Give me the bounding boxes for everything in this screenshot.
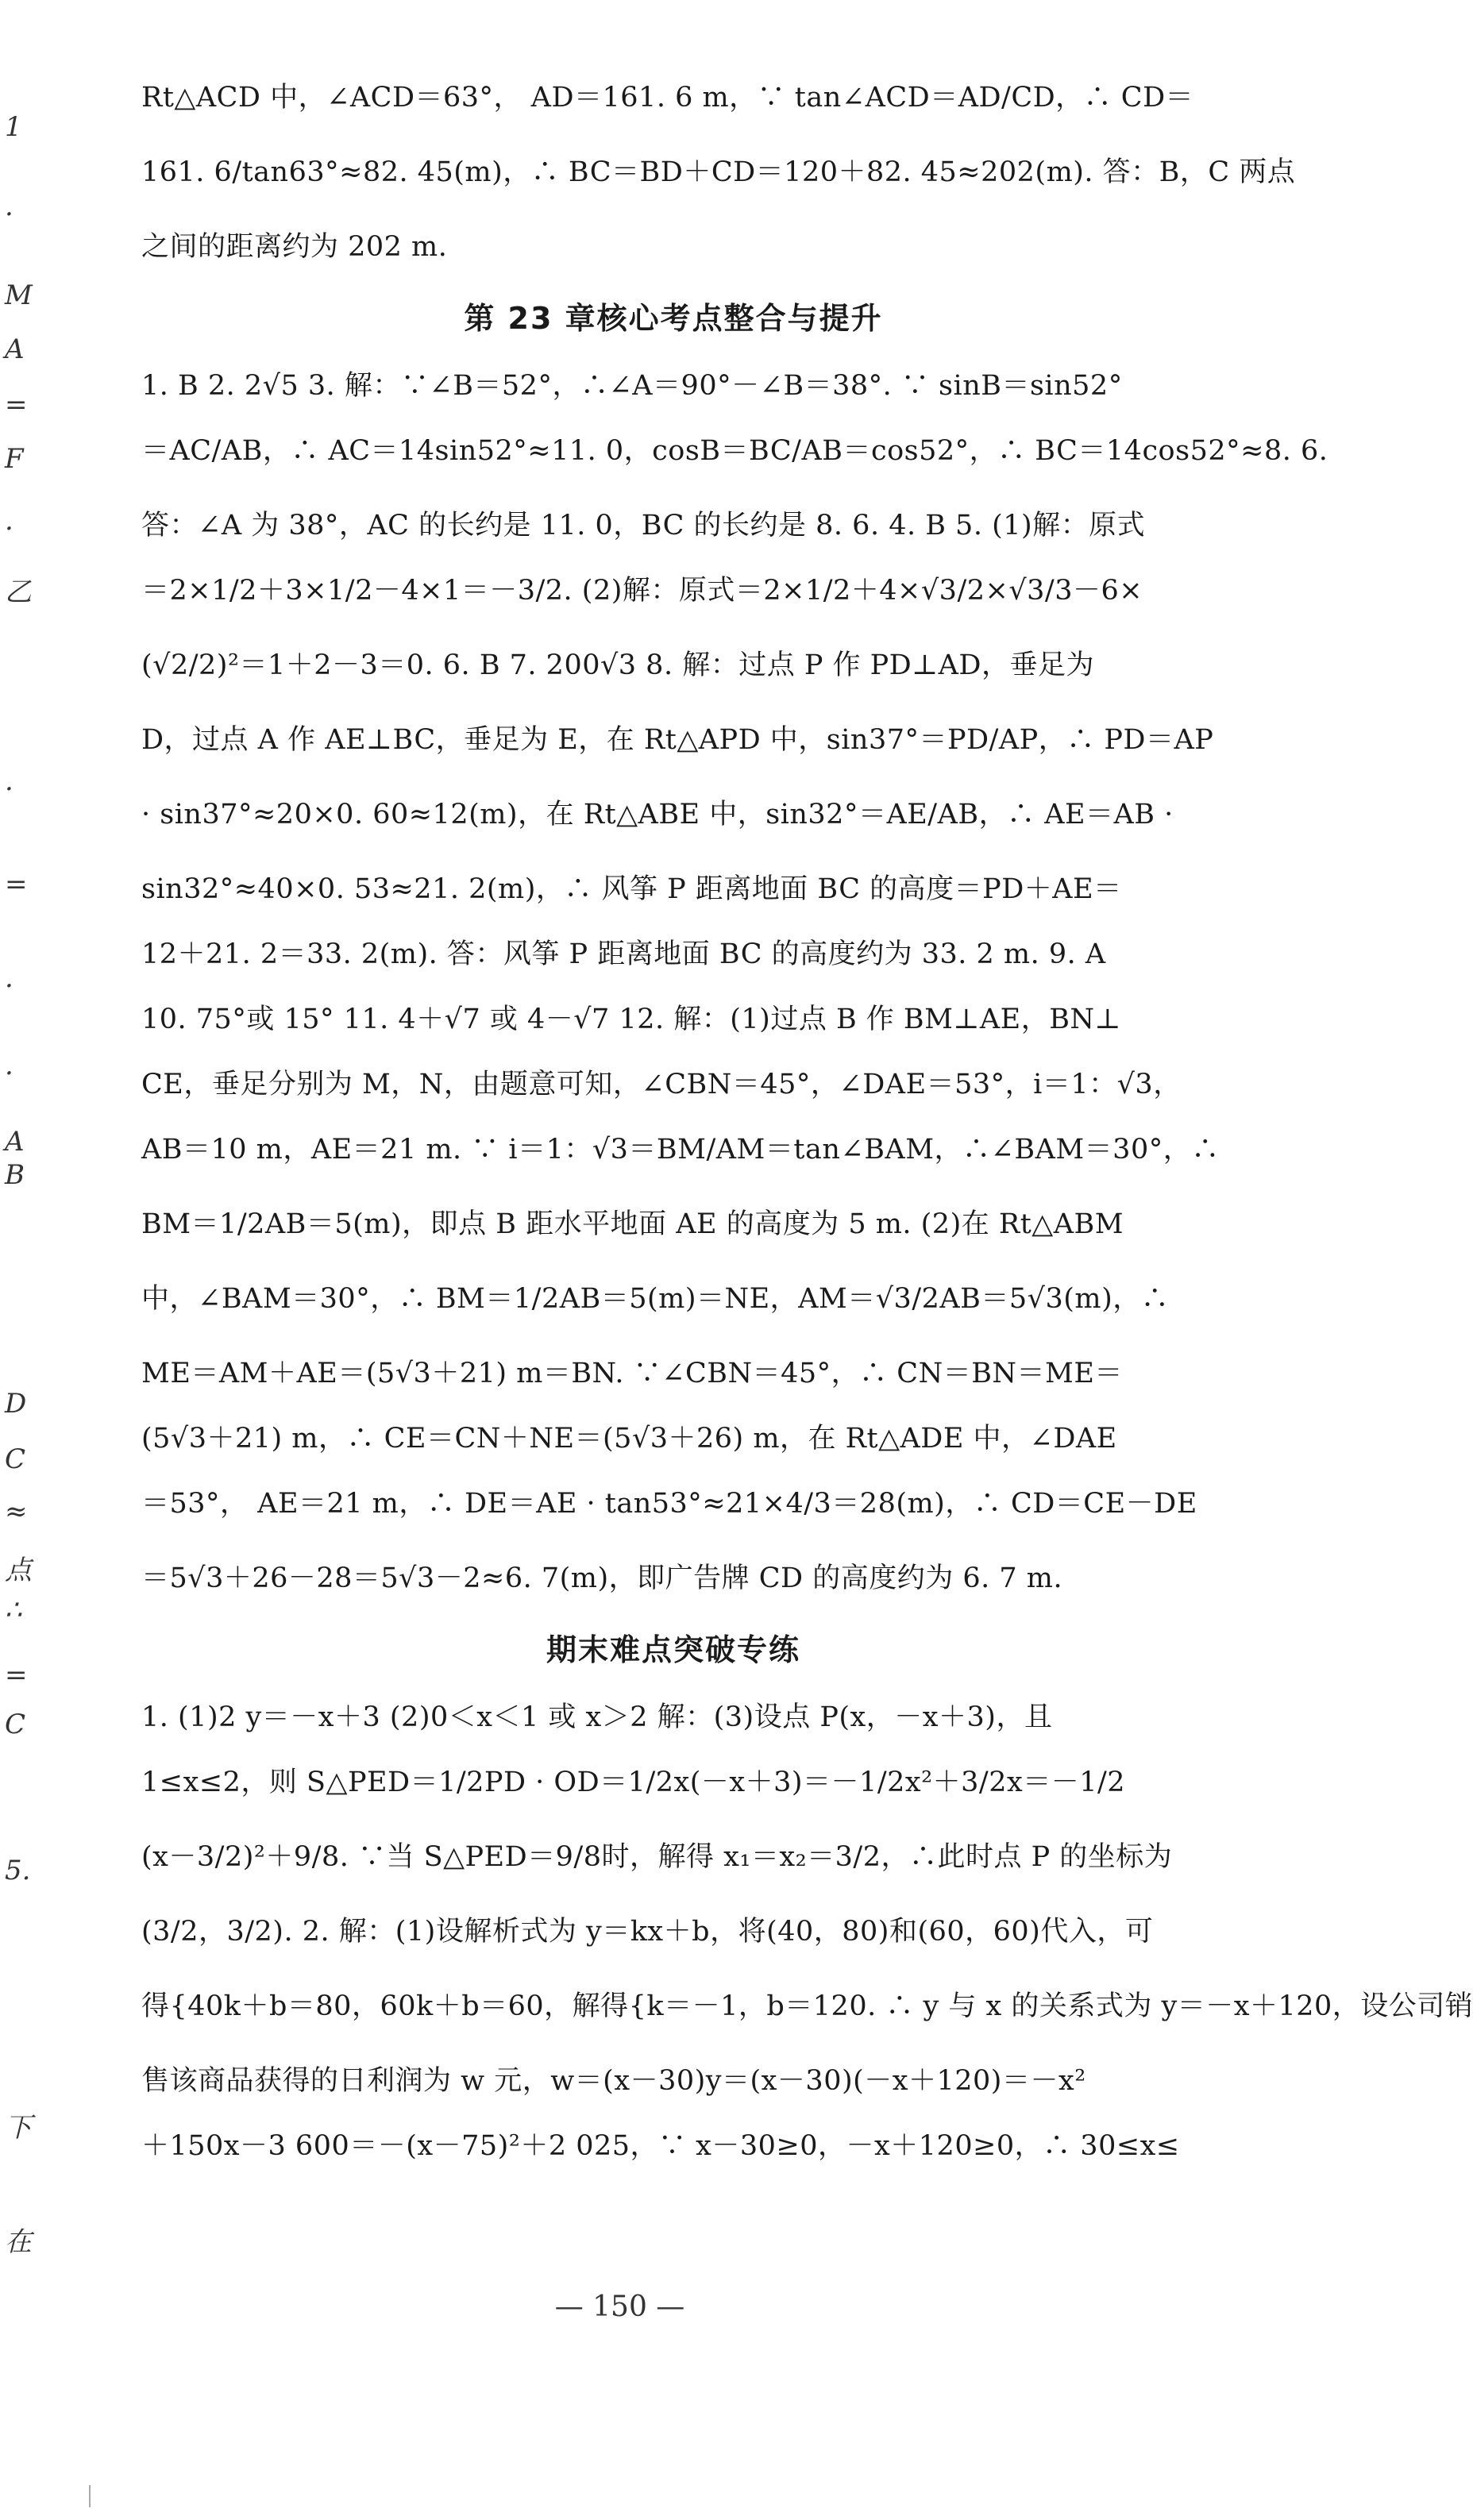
answer-page <box>141 79 1473 2193</box>
margin-fragment: 乙 <box>5 576 32 608</box>
section-continued <box>141 79 1296 265</box>
text-line: CE，垂足分别为 M，N，由题意可知，∠CBN＝45°，∠DAE＝53°，i＝1：√3， <box>141 1069 1182 1100</box>
text-line: (5√3＋21) m，∴ CE＝CN＋NE＝(5√3＋26) m，在 Rt△ADE 中，∠DAE <box>141 1423 1117 1455</box>
text-line: (√2/2)²＝1＋2－3＝0. 6. B 7. 200√3 8. 解：过点 P 作 PD⊥AD，垂足为 <box>141 649 1094 681</box>
margin-fragment: . <box>5 191 13 222</box>
margin-fragment: 点 <box>5 1555 32 1586</box>
margin-fragment: C <box>5 1443 26 1475</box>
margin-fragment: A <box>5 333 25 365</box>
text-line: 得{40k＋b＝80，60k＋b＝60，解得{k＝－1，b＝120. ∴ y 与 x 的关系式为 y＝－x＋120，设公司销 <box>141 1990 1473 2022</box>
text-line: (x－3/2)²＋9/8. ∵当 S△PED＝9/8时，解得 x₁＝x₂＝3/2，∴此时点 P 的坐标为 <box>141 1841 1173 1873</box>
section-final-exam-drills <box>141 1625 1473 2164</box>
margin-fragment: = <box>5 1659 28 1691</box>
text-line: BM＝1/2AB＝5(m)，即点 B 距水平地面 AE 的高度为 5 m. (2)在 Rt△ABM <box>141 1208 1124 1240</box>
margin-fragment: 在 <box>5 2226 32 2258</box>
text-line: 161. 6/tan63°≈82. 45(m)，∴ BC＝BD＋CD＝120＋82. 45≈202(m). 答：B，C 两点 <box>141 156 1296 188</box>
text-line: ＝53°， AE＝21 m，∴ DE＝AE · tan53°≈21×4/3＝28(m)，∴ CD＝CE－DE <box>141 1488 1197 1520</box>
margin-fragment: = <box>5 869 28 900</box>
section-heading: 期末难点突破专练 <box>546 1632 800 1667</box>
text-line: ＋150x－3 600＝－(x－75)²＋2 025，∵ x－30≥0，－x＋120≥0，∴ 30≤x≤ <box>141 2130 1180 2162</box>
text-line: AB＝10 m，AE＝21 m. ∵ i＝1：√3＝BM/AM＝tan∠BAM，∴∠BAM＝30°，∴ <box>141 1134 1220 1166</box>
margin-fragment: . <box>5 505 13 537</box>
margin-fragment: . <box>5 962 13 994</box>
margin-fragment: 5. <box>5 1855 31 1886</box>
text-line: ＝AC/AB，∴ AC＝14sin52°≈11. 0，cosB＝BC/AB＝cos52°，∴ BC＝14cos52°≈8. 6. <box>141 435 1328 467</box>
text-line: 1. B 2. 2√5 3. 解：∵∠B＝52°，∴∠A＝90°－∠B＝38°. ∵ sinB＝sin52° <box>141 370 1123 402</box>
text-line: 售该商品获得的日利润为 w 元，w＝(x－30)y＝(x－30)(－x＋120)＝－x² <box>141 2065 1086 2097</box>
margin-fragment: 下 <box>5 2112 32 2144</box>
text-line: 10. 75°或 15° 11. 4＋√7 或 4－√7 12. 解：(1)过点 B 作 BM⊥AE，BN⊥ <box>141 1004 1121 1035</box>
text-line: 答：∠A 为 38°，AC 的长约是 11. 0，BC 的长约是 8. 6. 4. B 5. (1)解：原式 <box>141 510 1146 541</box>
section-heading: 第 23 章核心考点整合与提升 <box>464 301 883 336</box>
margin-fragment: = <box>5 389 28 421</box>
text-line: · sin37°≈20×0. 60≈12(m)，在 Rt△ABE 中，sin32°＝AE/AB，∴ AE＝AB · <box>141 799 1174 830</box>
text-line: ＝5√3＋26－28＝5√3－2≈6. 7(m)，即广告牌 CD 的高度约为 6. 7 m. <box>141 1562 1063 1594</box>
margin-fragment: ≈ <box>5 1496 28 1528</box>
text-line: 之间的距离约为 202 m. <box>141 231 448 263</box>
text-line: ＝2×1/2＋3×1/2－4×1＝－3/2. (2)解：原式＝2×1/2＋4×√3/2×√3/3－6× <box>141 575 1143 607</box>
text-line: 12＋21. 2＝33. 2(m). 答：风筝 P 距离地面 BC 的高度约为 33. 2 m. 9. A <box>141 938 1106 970</box>
text-line: D，过点 A 作 AE⊥BC，垂足为 E，在 Rt△APD 中，sin37°＝PD/AP，∴ PD＝AP <box>141 724 1214 756</box>
scan-mark <box>89 2485 91 2507</box>
text-line: ME＝AM＋AE＝(5√3＋21) m＝BN. ∵∠CBN＝45°，∴ CN＝BN＝ME＝ <box>141 1358 1123 1389</box>
margin-fragment: . <box>5 765 13 797</box>
text-line: 1. (1)2 y＝－x＋3 (2)0＜x＜1 或 x＞2 解：(3)设点 P(x，－x＋3)，且 <box>141 1701 1053 1733</box>
text-line: 1≤x≤2，则 S△PED＝1/2PD · OD＝1/2x(－x＋3)＝－1/2x²＋3/2x＝－1/2 <box>141 1767 1126 1798</box>
text-line: Rt△ACD 中，∠ACD＝63°， AD＝161. 6 m，∵ tan∠ACD＝AD/CD，∴ CD＝ <box>141 82 1194 114</box>
margin-fragment: 1 <box>5 111 22 143</box>
margin-fragment: . <box>5 1050 13 1081</box>
text-line: (3/2，3/2). 2. 解：(1)设解析式为 y＝kx＋b，将(40，80)和(60，60)代入，可 <box>141 1916 1154 1948</box>
margin-fragment: ∴ <box>5 1594 22 1626</box>
page-number: — 150 — <box>554 2291 685 2323</box>
margin-fragment: M <box>5 279 33 311</box>
left-margin-fragments <box>0 0 37 2520</box>
text-line: sin32°≈40×0. 53≈21. 2(m)，∴ 风筝 P 距离地面 BC 的高度＝PD＋AE＝ <box>141 873 1122 905</box>
margin-fragment: D <box>5 1388 27 1420</box>
margin-fragment: B <box>5 1159 25 1191</box>
margin-fragment: F <box>5 443 24 475</box>
text-line: 中，∠BAM＝30°，∴ BM＝1/2AB＝5(m)＝NE，AM＝√3/2AB＝5√3(m)，∴ <box>141 1283 1170 1315</box>
section-chapter-23 <box>141 294 1328 1597</box>
margin-fragment: C <box>5 1709 26 1740</box>
margin-fragment: A <box>5 1126 25 1158</box>
